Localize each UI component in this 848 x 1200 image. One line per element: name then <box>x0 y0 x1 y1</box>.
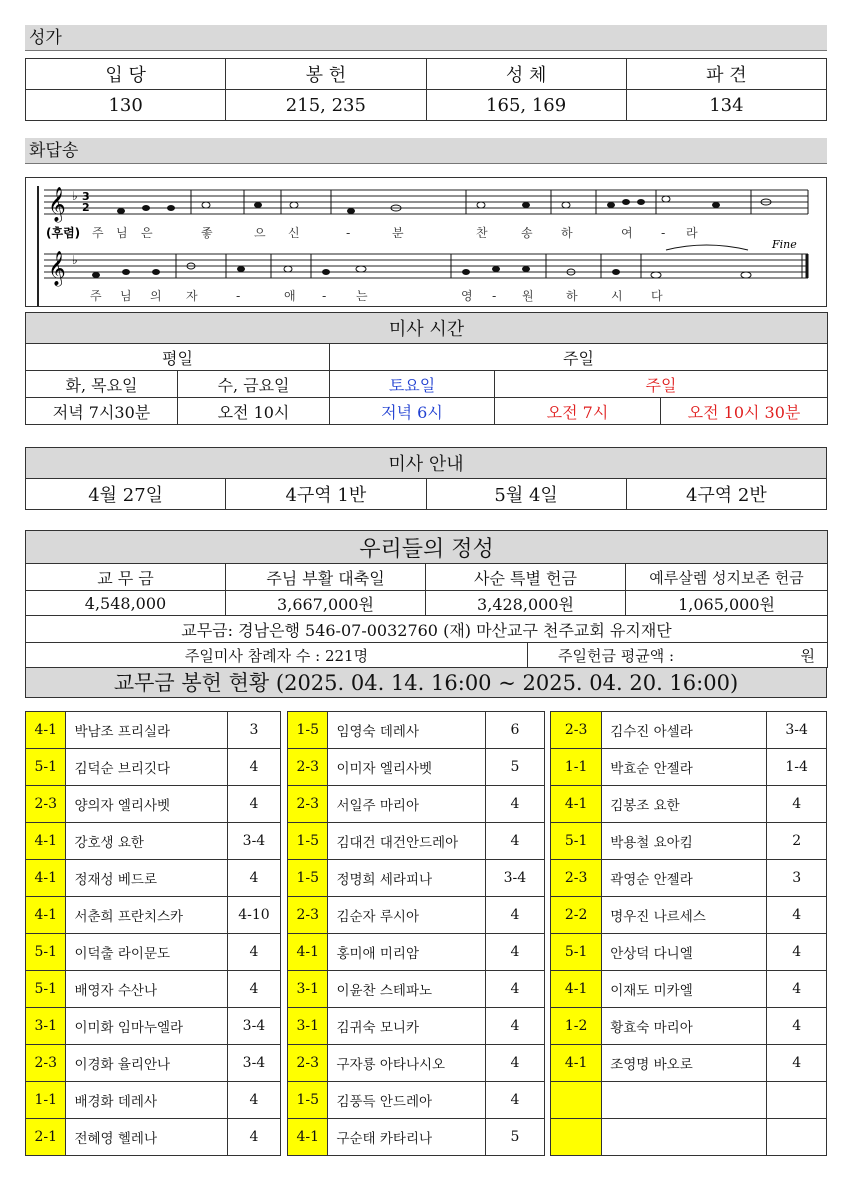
district-code: 3-1 <box>288 971 328 1008</box>
district-code: 2-2 <box>551 897 602 934</box>
column-gap <box>280 897 287 934</box>
tithe-months: 4 <box>767 971 827 1008</box>
member-name: 김대건 대건안드레아 <box>328 823 486 860</box>
hymn-header-communion: 성 체 <box>426 59 626 90</box>
district-code: 3-1 <box>26 1008 66 1045</box>
offering-header-tithe: 교 무 금 <box>26 564 226 591</box>
district-code: 5-1 <box>26 749 66 786</box>
psalm-sheet-music <box>25 177 827 307</box>
district-code: 4-1 <box>551 971 602 1008</box>
svg-text:2: 2 <box>82 201 90 214</box>
svg-text:의: 의 <box>150 289 162 303</box>
tithe-months: 4 <box>228 1119 280 1156</box>
table-row <box>26 749 827 786</box>
svg-text:-: - <box>236 289 241 303</box>
tithe-months: 3 <box>767 860 827 897</box>
svg-text:자: 자 <box>186 289 198 303</box>
tithe-months: 4 <box>228 934 280 971</box>
svg-text:다: 다 <box>651 289 663 303</box>
district-code: 4-1 <box>26 897 66 934</box>
member-name: 서춘희 프란치스카 <box>66 897 228 934</box>
lyrics-line-1 <box>92 225 698 240</box>
tithe-months: 4 <box>486 934 545 971</box>
member-name: 박효순 안젤라 <box>602 749 767 786</box>
district-code <box>551 1082 602 1119</box>
district-code: 5-1 <box>551 934 602 971</box>
district-code: 4-1 <box>551 786 602 823</box>
tithe-months: 4 <box>228 971 280 1008</box>
offering-value-tithe: 4,548,000 <box>26 591 226 616</box>
staff-lines-1 <box>44 190 808 214</box>
tithe-months: 5 <box>486 1119 545 1156</box>
svg-text:영: 영 <box>461 289 473 303</box>
day-tue-thu: 화, 목요일 <box>26 371 178 398</box>
member-name: 구자룡 아타나시오 <box>328 1045 486 1082</box>
column-gap <box>280 934 287 971</box>
table-row <box>26 1045 827 1082</box>
member-name: 정명희 세라피나 <box>328 860 486 897</box>
hymn-value-entrance: 130 <box>26 90 226 121</box>
district-code: 2-3 <box>288 1045 328 1082</box>
offering-header-jerusalem: 예루살렘 성지보존 헌금 <box>626 564 828 591</box>
svg-text:님: 님 <box>120 289 132 303</box>
day-wed-fri: 수, 금요일 <box>178 371 330 398</box>
district-code: 4-1 <box>288 1119 328 1156</box>
svg-text:은: 은 <box>141 226 153 240</box>
member-name: 정재성 베드로 <box>66 860 228 897</box>
treble-clef-icon: 𝄞 <box>48 251 66 286</box>
member-name: 배경화 데레사 <box>66 1082 228 1119</box>
tithe-months: 4 <box>486 786 545 823</box>
tithe-months: 3-4 <box>228 1045 280 1082</box>
mass-guide-table <box>25 447 827 510</box>
svg-text:3: 3 <box>82 190 90 203</box>
member-name: 양의자 엘리사벳 <box>66 786 228 823</box>
district-code: 2-3 <box>288 786 328 823</box>
tithe-months: 4 <box>486 971 545 1008</box>
tithe-status-title: 교무금 봉헌 현황 <box>113 671 270 695</box>
column-gap <box>280 1082 287 1119</box>
district-code: 4-1 <box>26 712 66 749</box>
svg-text:-: - <box>661 226 666 240</box>
member-name: 이미자 엘리사벳 <box>328 749 486 786</box>
table-row <box>26 1119 827 1156</box>
tithe-months: 4 <box>228 786 280 823</box>
member-name: 서일주 마리아 <box>328 786 486 823</box>
district-code: 5-1 <box>551 823 602 860</box>
mass-guide-title: 미사 안내 <box>26 448 827 479</box>
member-name: 안상덕 다니엘 <box>602 934 767 971</box>
district-code: 2-3 <box>26 786 66 823</box>
average-unit: 원 <box>800 646 815 665</box>
svg-text:♭: ♭ <box>72 189 78 203</box>
offerings-title: 우리들의 정성 <box>26 531 828 564</box>
svg-text:♭: ♭ <box>72 253 78 267</box>
district-code: 2-3 <box>288 897 328 934</box>
tithe-roster <box>25 711 827 1156</box>
table-row <box>26 897 827 934</box>
district-code: 4-1 <box>288 934 328 971</box>
district-code: 4-1 <box>551 1045 602 1082</box>
time-wed-fri: 오전 10시 <box>178 398 330 425</box>
member-name: 강호생 요한 <box>66 823 228 860</box>
svg-text:분: 분 <box>392 226 404 240</box>
district-code <box>551 1119 602 1156</box>
tithe-months: 3-4 <box>486 860 545 897</box>
svg-text:여: 여 <box>621 226 633 240</box>
time-sunday-early: 오전 7시 <box>495 398 661 425</box>
district-code: 2-3 <box>551 860 602 897</box>
average-label: 주일헌금 평균액 : <box>558 646 675 665</box>
offering-value-easter: 3,667,000원 <box>226 591 426 616</box>
tithe-months: 5 <box>486 749 545 786</box>
staff-lines-2 <box>44 254 808 278</box>
tithe-months: 4 <box>767 786 827 823</box>
time-sunday-late: 오전 10시 30분 <box>661 398 828 425</box>
tithe-months: 3-4 <box>228 823 280 860</box>
hymn-header-entrance: 입 당 <box>26 59 226 90</box>
tithe-months: 3-4 <box>767 712 827 749</box>
svg-text:하: 하 <box>566 289 578 303</box>
table-row <box>26 971 827 1008</box>
member-name <box>602 1082 767 1119</box>
district-code: 1-1 <box>551 749 602 786</box>
tithe-months: 4 <box>767 897 827 934</box>
hymns-section <box>25 25 827 121</box>
psalm-title: 화답송 <box>25 138 827 164</box>
table-row <box>26 712 827 749</box>
day-sunday: 주일 <box>495 371 828 398</box>
member-name: 명우진 나르세스 <box>602 897 767 934</box>
tithe-months <box>767 1119 827 1156</box>
tithe-months <box>767 1082 827 1119</box>
member-name: 김풍득 안드레아 <box>328 1082 486 1119</box>
fine-label: Fine <box>772 238 797 251</box>
member-name: 배영자 수산나 <box>66 971 228 1008</box>
svg-text:-: - <box>346 226 351 240</box>
district-code: 1-5 <box>288 712 328 749</box>
svg-text:신: 신 <box>288 226 300 240</box>
tithe-months: 4 <box>486 823 545 860</box>
member-name: 이경화 율리안나 <box>66 1045 228 1082</box>
district-code: 1-5 <box>288 860 328 897</box>
svg-text:주: 주 <box>92 226 104 240</box>
member-name: 조영명 바오로 <box>602 1045 767 1082</box>
member-name: 황효숙 마리아 <box>602 1008 767 1045</box>
member-name: 김봉조 요한 <box>602 786 767 823</box>
member-name: 김순자 루시아 <box>328 897 486 934</box>
tithe-months: 4-10 <box>228 897 280 934</box>
district-code: 2-3 <box>288 749 328 786</box>
roster-table <box>25 711 827 1156</box>
member-name: 이재도 미카엘 <box>602 971 767 1008</box>
svg-text:시: 시 <box>611 289 623 303</box>
district-code: 1-1 <box>26 1082 66 1119</box>
offering-value-lent: 3,428,000원 <box>426 591 626 616</box>
tithe-months: 4 <box>486 1008 545 1045</box>
member-name: 이윤찬 스테파노 <box>328 971 486 1008</box>
member-name: 박남조 프리실라 <box>66 712 228 749</box>
guide-date-2: 5월 4일 <box>426 479 626 510</box>
tithe-months: 4 <box>767 1008 827 1045</box>
svg-text:주: 주 <box>90 289 102 303</box>
table-row <box>26 1008 827 1045</box>
member-name: 이미화 임마누엘라 <box>66 1008 228 1045</box>
refrain-label: (후렴) <box>46 226 81 240</box>
guide-date-1: 4월 27일 <box>26 479 226 510</box>
svg-text:-: - <box>492 289 497 303</box>
member-name: 홍미애 미리암 <box>328 934 486 971</box>
treble-clef-icon: 𝄞 <box>48 187 66 222</box>
mass-guide-section <box>25 447 827 510</box>
mass-times-title: 미사 시간 <box>26 313 828 344</box>
day-saturday: 토요일 <box>330 371 495 398</box>
district-code: 2-3 <box>26 1045 66 1082</box>
column-gap <box>280 971 287 1008</box>
tithe-months: 3 <box>228 712 280 749</box>
svg-text:하: 하 <box>561 226 573 240</box>
tithe-months: 4 <box>228 860 280 897</box>
svg-text:원: 원 <box>522 289 534 303</box>
psalm-section <box>25 138 827 164</box>
svg-text:라: 라 <box>686 226 698 240</box>
notes-line-2 <box>92 263 751 278</box>
tithe-months: 1-4 <box>767 749 827 786</box>
member-name: 김덕순 브리깃다 <box>66 749 228 786</box>
member-name: 곽영순 안젤라 <box>602 860 767 897</box>
table-row <box>26 1082 827 1119</box>
tithe-months: 4 <box>767 1045 827 1082</box>
tithe-months: 6 <box>486 712 545 749</box>
district-code: 1-5 <box>288 823 328 860</box>
hymn-header-recessional: 파 견 <box>626 59 826 90</box>
lyrics-line-2 <box>90 288 663 303</box>
sunday-label: 주일 <box>330 344 828 371</box>
sunday-offering-average <box>528 643 828 668</box>
member-name: 이덕출 라이문도 <box>66 934 228 971</box>
table-row <box>26 860 827 897</box>
time-saturday: 저녁 6시 <box>330 398 495 425</box>
table-row <box>26 934 827 971</box>
attendance-count: 주일미사 참례자 수 : 221명 <box>26 643 528 668</box>
member-name: 박용철 요아킴 <box>602 823 767 860</box>
tithe-months: 4 <box>228 749 280 786</box>
column-gap <box>280 823 287 860</box>
hymns-table <box>25 58 827 121</box>
guide-group-2: 4구역 2반 <box>626 479 826 510</box>
member-name: 구순태 카타리나 <box>328 1119 486 1156</box>
district-code: 4-1 <box>26 823 66 860</box>
column-gap <box>280 749 287 786</box>
hymn-header-offertory: 봉 헌 <box>226 59 426 90</box>
svg-text:애: 애 <box>284 289 296 303</box>
tithe-months: 2 <box>767 823 827 860</box>
tithe-months: 4 <box>486 1082 545 1119</box>
tithe-months: 4 <box>228 1082 280 1119</box>
tithe-status-header <box>25 668 827 698</box>
offerings-section <box>25 530 827 698</box>
notes-line-1 <box>117 196 771 214</box>
tithe-months: 3-4 <box>228 1008 280 1045</box>
district-code: 2-3 <box>551 712 602 749</box>
district-code: 5-1 <box>26 934 66 971</box>
svg-text:송: 송 <box>521 226 533 240</box>
svg-text:는: 는 <box>356 289 368 303</box>
column-gap <box>280 860 287 897</box>
tithe-months: 4 <box>486 1045 545 1082</box>
offering-value-jerusalem: 1,065,000원 <box>626 591 828 616</box>
hymn-value-recessional: 134 <box>626 90 826 121</box>
attendance-table <box>25 642 828 668</box>
offering-header-lent: 사순 특별 헌금 <box>426 564 626 591</box>
offerings-table <box>25 530 828 643</box>
hymn-value-offertory: 215, 235 <box>226 90 426 121</box>
table-row <box>26 786 827 823</box>
tithe-months: 4 <box>486 897 545 934</box>
district-code: 2-1 <box>26 1119 66 1156</box>
tithe-status-period: (2025. 04. 14. 16:00 ~ 2025. 04. 20. 16:00) <box>275 671 739 695</box>
district-code: 3-1 <box>288 1008 328 1045</box>
district-code: 1-2 <box>551 1008 602 1045</box>
guide-group-1: 4구역 1반 <box>226 479 426 510</box>
member-name: 전혜영 헬레나 <box>66 1119 228 1156</box>
svg-text:찬: 찬 <box>476 226 488 240</box>
svg-text:-: - <box>322 289 327 303</box>
column-gap <box>280 1045 287 1082</box>
time-tue-thu: 저녁 7시30분 <box>26 398 178 425</box>
svg-text:좋: 좋 <box>201 226 213 240</box>
offering-header-easter: 주님 부활 대축일 <box>226 564 426 591</box>
district-code: 4-1 <box>26 860 66 897</box>
column-gap <box>280 1119 287 1156</box>
member-name: 김수진 아셀라 <box>602 712 767 749</box>
mass-times-table <box>25 312 828 425</box>
column-gap <box>280 1008 287 1045</box>
table-row <box>26 823 827 860</box>
tithe-months: 4 <box>767 934 827 971</box>
weekday-label: 평일 <box>26 344 330 371</box>
hymns-title: 성가 <box>25 25 827 51</box>
district-code: 5-1 <box>26 971 66 1008</box>
svg-text:으: 으 <box>254 226 266 240</box>
music-staff-graphic <box>26 178 826 306</box>
district-code: 1-5 <box>288 1082 328 1119</box>
member-name: 임영숙 데레사 <box>328 712 486 749</box>
svg-text:님: 님 <box>116 226 128 240</box>
member-name: 김귀숙 모니카 <box>328 1008 486 1045</box>
mass-times-section <box>25 312 827 425</box>
hymn-value-communion: 165, 169 <box>426 90 626 121</box>
member-name <box>602 1119 767 1156</box>
column-gap <box>280 786 287 823</box>
column-gap <box>280 712 287 749</box>
bank-account-info: 교무금: 경남은행 546-07-0032760 (재) 마산교구 천주교회 유지재단 <box>26 616 828 643</box>
